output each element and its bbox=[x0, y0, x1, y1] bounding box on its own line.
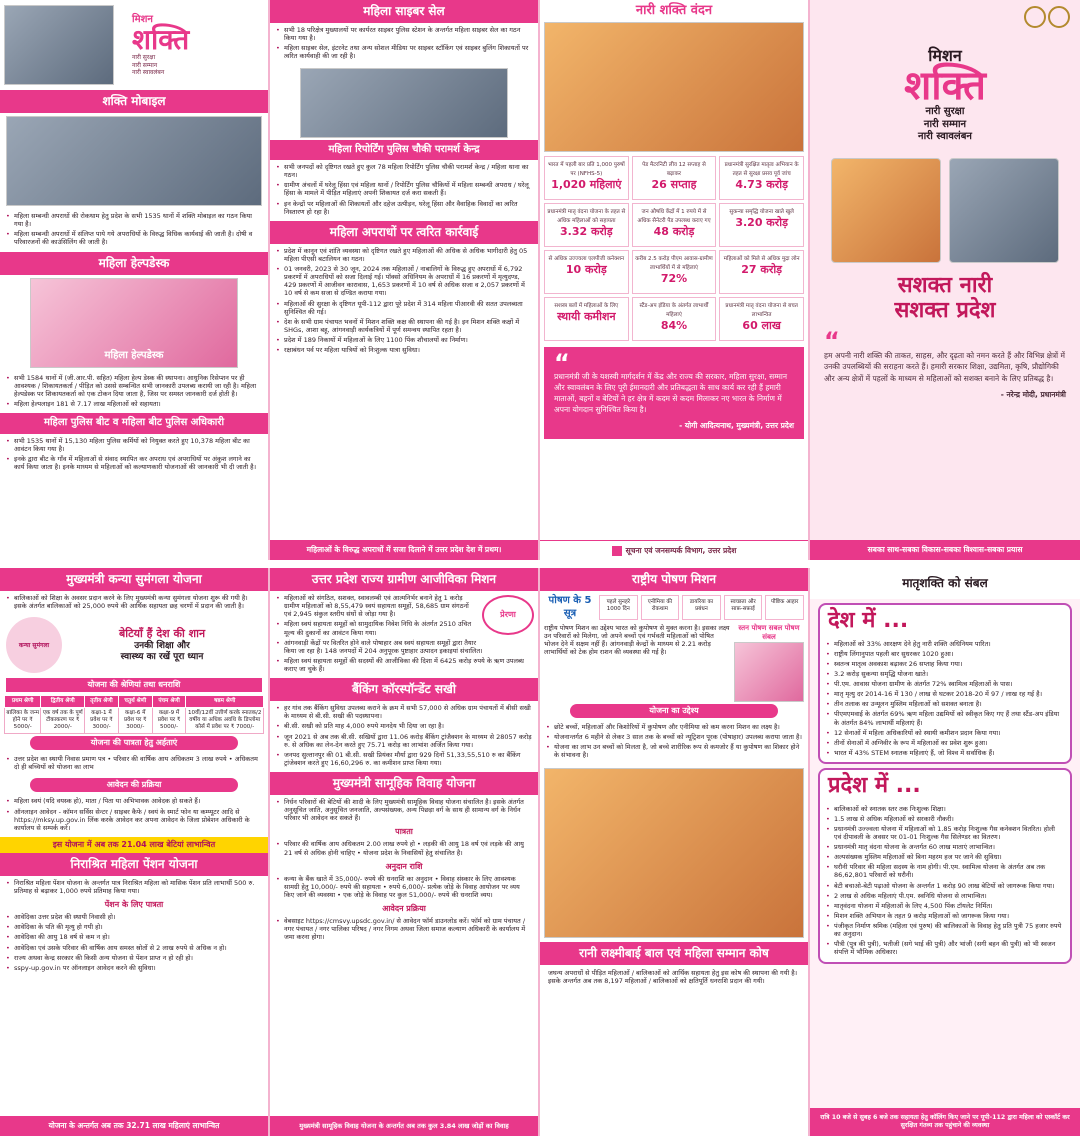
kanya-sumangala-badge: कन्या सुमंगला bbox=[6, 617, 62, 673]
list-item: • महिला स्वयं सहायता समूहों की सदस्यों की आजीविका की दिशा में 6425 करोड़ रुपये के ऋण उपलब्ध कराए जा चुके हैं। bbox=[276, 657, 532, 673]
poshan-item: स्वच्छता और साफ़-सफ़ाई bbox=[724, 595, 763, 620]
list-item: • 3.2 करोड़ सुकन्या समृद्धि योजना खाते। bbox=[826, 670, 1064, 678]
shakti-mobile-title: शक्ति मोबाइल bbox=[0, 90, 268, 113]
cyber-cell-photo bbox=[300, 68, 508, 138]
reporting-chowki-title: महिला रिपोर्टिंग पुलिस चौकी परामर्श केन्द्र bbox=[270, 140, 538, 161]
list-item: • पौत्री (पुत्र की पुत्री), भतीजी (सगे भाई की पुत्री) और भांजी (सगी बहन की पुत्री) को भी स्वजन संपत्ति में भौमिक अधिकार। bbox=[826, 940, 1064, 956]
list-item: • सभी 18 परिक्षेत्र मुख्यालयों पर कार्यरत साइबर पुलिस स्टेशन के अन्तर्गत महिला साइबर सेल का गठन किया गया है। bbox=[276, 26, 532, 42]
matrushakti-title: मातृशक्ति को संबल bbox=[810, 568, 1080, 599]
stat-tile: प्रधानमंत्री सुरक्षित मातृत्व अभियान के तहत से सुरक्षा प्रसव पूर्व जांच 4.73 करोड़ bbox=[719, 156, 804, 200]
pm-portrait bbox=[949, 158, 1059, 263]
apply-process-title: आवेदन की प्रक्रिया bbox=[30, 778, 238, 792]
slogan-line-2: उनकी शिक्षा और bbox=[134, 640, 190, 651]
list-item: • महिला सम्बन्धी अपराधों की रोकथाम हेतु प्रदेश के सभी 1535 थानों में शक्ति मोबाइल का गठन किया गया है। bbox=[6, 212, 262, 228]
samuhik-vivah-title: मुख्यमंत्री सामूहिक विवाह योजना bbox=[270, 772, 538, 795]
list-item: • हर गांव तक बैंकिंग सुविधा उपलब्ध कराने के क्रम में सभी 57,000 से अधिक ग्राम पंचायतों में बीसी सखी के माध्यम से बी.सी. सखी की पदस्थापना। bbox=[276, 704, 532, 720]
poshan-sutra-row bbox=[540, 591, 808, 624]
slogan-line-1: बेटियाँ हैं देश की शान bbox=[118, 627, 206, 641]
poshan-objective-title: योजना का उद्देश्य bbox=[570, 704, 778, 718]
top-col-1 bbox=[0, 0, 270, 560]
cm-with-girls-photo bbox=[544, 22, 804, 152]
list-item: • सभी 1584 थानों में (जी.आर.पी. सहित) महिला हेल्प डेस्क की स्थापना। आधुनिक रिसेप्शन पर ही आवश्यक / शिकायतकर्ता / पीड़ित को उससे सम्बन्धित सभी जानकारी उपलब्ध करायी जा रही है। महिला हेल्पडेस्क पर शिकायतकर्ता को एक टोकन दिया जाता है, जिस पर समस्त जानकारी दर्ज होती है। bbox=[6, 374, 262, 398]
list-item: • स्वतन्त्र मातृत्व अवकाश बढ़ाकर 26 सप्ताह किया गया। bbox=[826, 660, 1064, 668]
logo-mission: मिशन bbox=[132, 13, 153, 25]
reporting-chowki-list bbox=[270, 160, 538, 221]
samuhik-vivah-intro bbox=[270, 795, 538, 827]
beat-title: महिला पुलिस बीट व महिला बीट पुलिस अधिकारी bbox=[0, 413, 268, 434]
list-item: • योजनान्तर्गत 6 महीने से लेकर 3 साल तक के बच्चों को न्यूट्रिशन पूरक (पोषाहार) उपलब्ध कराया जाता है। bbox=[546, 733, 802, 741]
rani-laxmibai-kosh-title: रानी लक्ष्मीबाई बाल एवं महिला सम्मान कोष bbox=[540, 942, 808, 965]
list-item: • मातृवंदना योजना में महिलाओं के लिए 4,500 पिंक टॉयलेट निर्मित। bbox=[826, 902, 1064, 910]
ajeevika-mission-title: उत्तर प्रदेश राज्य ग्रामीण आजीविका मिशन bbox=[270, 568, 538, 591]
list-item: • महिला हेल्पलाइन 181 से 7.17 लाख महिलाओं को सहायता। bbox=[6, 400, 262, 408]
police-officers-photo bbox=[4, 5, 114, 85]
list-item: • पीएमएमवाई के अंतर्गत 69% ऋण महिला उद्यमियों को स्वीकृत किए गए हैं तथा स्टैंड-अप इंडिया के अंतर्गत 84% लाभार्थी महिलाएं हैं। bbox=[826, 710, 1064, 726]
rani-laxmibai-kosh-text: जघन्य अपराधों से पीड़ित महिलाओं / बालिकाओं को आर्थिक सहायता हेतु इस कोष की स्थापना की गयी है। इसके अन्तर्गत अब तक 8,197 महिलाओं / बालिकाओं को क्षतिपूर्ति धनराशि प्रदान की गयी। bbox=[548, 969, 798, 986]
poshan-intro: राष्ट्रीय पोषण मिशन का उद्देश्य भारत को कुपोषण से मुक्त करना है। इसका लक्ष्य उन परिवारों को मिलेगा, जो अपने बच्चों एवं गर्भवती महिलाओं को पोषित भोजन देने में सक्षम नहीं हैं। आंगनवाड़ी केन्द्रों के माध्यम से 2.21 करोड़ लाभार्थियों को टेक होम राशन की व्यवस्था की गई है। bbox=[544, 624, 730, 657]
stats-grid bbox=[540, 152, 808, 345]
poshan-logo: पोषण के 5 सूत्र bbox=[548, 595, 592, 619]
poshan-intro-block bbox=[540, 624, 808, 702]
table-header: पंचम श्रेणी bbox=[152, 696, 186, 708]
cm-quote-signature: - योगी आदित्यनाथ, मुख्यमंत्री, उत्तर प्रदेश bbox=[679, 420, 794, 430]
list-item: • मिशन शक्ति अभियान के तहत 9 करोड़ महिलाओं को जागरूक किया गया। bbox=[826, 912, 1064, 920]
cm-quote-text: प्रधानमंत्री जी के यशस्वी मार्गदर्शन में केंद्र और राज्य की सरकार, महिला सुरक्षा, सम्मान और स्वावलंबन के लिए पूरी ईमानदारी और प्रतिबद्धता के साथ कार्य कर रही हैं हमारी माताओं, बहनों व बेटियों ने हर क्षेत्र में कदम से कदम मिलाकर नए भारत के निर्माण में अपना योगदान सुनिश्चित किया है। bbox=[554, 372, 787, 414]
mission-shakti-mini-logo bbox=[132, 14, 189, 77]
tagline bbox=[810, 273, 1080, 324]
categories-table-wrap bbox=[0, 695, 268, 734]
pradesh-me-list bbox=[820, 802, 1070, 962]
list-item: • प्रदेश में 189 निकायों में महिलाओं के लिए 1100 पिंक शौचालयों का निर्माण। bbox=[276, 336, 532, 344]
list-item: • तीनों सेनाओं में अग्निवीर के रूप में महिलाओं का प्रवेश शुरू हुआ। bbox=[826, 739, 1064, 747]
helpdesk-banner: महिला हेल्पडेस्क bbox=[104, 350, 164, 361]
stat-tile: पेड मैटरनिटी लीव 12 सप्ताह से बढ़ाकर 26 सप्ताह bbox=[632, 156, 717, 200]
list-item: • निराश्रित महिला पेंशन योजना के अन्तर्गत पात्र निराश्रित महिला को मासिक पेंशन प्रति लाभार्थी 500 रु. प्रतिमाह से बढ़ाकर 1,000 रुपये प्रतिमाह किया गया। bbox=[6, 879, 262, 895]
vivah-apply-title: आवेदन प्रक्रिया bbox=[382, 904, 426, 913]
table-cell: कक्षा-9 में प्रवेश पर ₹ 5000/- bbox=[152, 708, 186, 734]
list-item: • महिलाओं को 33% आरक्षण देने हेतु नारी शक्ति अधिनियम पारित। bbox=[826, 640, 1064, 648]
stat-tile: से अधिक उज्ज्वला एलपीजी कनेक्शन 10 करोड़ bbox=[544, 250, 629, 294]
pm-quote bbox=[810, 323, 1080, 410]
tagline-line-2: सशक्त प्रदेश bbox=[894, 297, 996, 323]
shakti-mobile-list bbox=[0, 209, 268, 252]
national-emblem-icon bbox=[1048, 6, 1070, 28]
table-cell: बालिका के जन्म होने पर ₹ 5000/- bbox=[5, 708, 41, 734]
list-item: • sspy-up.gov.in पर ऑनलाइन आवेदन करने की सुविधा। bbox=[6, 964, 262, 972]
pradesh-me-box bbox=[818, 768, 1072, 964]
vivah-grant-title: अनुदान राशि bbox=[385, 861, 423, 871]
table-header: चतुर्थ श्रेणी bbox=[118, 696, 152, 708]
slogan-line-3: स्वास्थ्य का रखें पूरा ध्यान bbox=[120, 652, 204, 663]
bottom-col-1 bbox=[0, 568, 270, 1136]
table-header: तृतीय श्रेणी bbox=[85, 696, 119, 708]
list-item: • घरौनी परिवार की महिला सदस्य के नाम होगी। पी.एम. स्वामित्व योजना के अंतर्गत अब तक 86,62,801 परिवारों को घरौनी। bbox=[826, 863, 1064, 879]
list-item: • जून 2021 से अब तक बी.सी. सखियों द्वारा 11.06 करोड़ बैंकिंग ट्रांजैक्शन के माध्यम से 28057 करोड़ रु. से अधिक का लेन-देन करते हुए 75.71 करोड़ का लाभांश अर्जित किया गया। bbox=[276, 733, 532, 749]
list-item: • परिवार की वार्षिक आय अधिकतम 2.00 लाख रुपये हो • लड़की की आयु 18 वर्ष एवं लड़के की आयु 21 वर्ष से अधिक होनी चाहिए • योजना प्रदेश के निवासियों हेतु संचालित है। bbox=[276, 840, 532, 856]
mission-shakti-logo bbox=[810, 36, 1080, 144]
top-col-2-footer: महिलाओं के विरुद्ध अपराधों में सजा दिलाने में उत्तर प्रदेश देश में प्रथम। bbox=[270, 540, 538, 560]
top-col-2 bbox=[270, 0, 540, 560]
list-item: • सभी जनपदों को दृष्टिगत रखते हुए कुल 78 महिला रिपोर्टिंग पुलिस चौकी परामर्श केन्द्र / महिला थाना का गठन। bbox=[276, 163, 532, 179]
list-item: • पंजीकृत निर्माण श्रमिक (महिला एवं पुरुष) की बालिकाओं के विवाह हेतु प्रति पुत्री 75 हजार रुपये का अनुदान। bbox=[826, 922, 1064, 938]
bottom-panel bbox=[0, 568, 1080, 1136]
list-item: • महिला स्वयं सहायता समूहों को सामुदायिक निवेश निधि के अंतर्गत 2510 उचित मूल्य की दुकानों का आवंटन किया गया। bbox=[276, 620, 532, 636]
bottom-col-4 bbox=[810, 568, 1080, 1136]
tagline-line-1: सशक्त नारी bbox=[897, 272, 993, 298]
eligibility-list bbox=[0, 752, 268, 776]
eligibility-title: योजना की पात्रता हेतु अर्हताएं bbox=[30, 736, 238, 750]
list-item: • महिला सम्बन्धी अपराधों में संलिप्त पाये गये अपराधियों के विरुद्ध विधिक कार्यवाई की जाती है। दोषी व परिवारजनों की काउंसिलिंग की जाती है। bbox=[6, 230, 262, 246]
list-item: • 12 सेनाओं में महिला अधिकारियों को स्थायी कमीशन प्रदान किया गया। bbox=[826, 729, 1064, 737]
cm-with-child-photo bbox=[544, 768, 804, 938]
list-item: • बेटी बचाओ-बेटी पढ़ाओ योजना के अन्तर्गत 1 करोड़ 90 लाख बेटियों को जागरूक किया गया। bbox=[826, 882, 1064, 890]
stat-tile: भारत में पहली बार प्रति 1,000 पुरुषों पर (NFHS-5) 1,020 महिलाएं bbox=[544, 156, 629, 200]
poshan-item: डायरिया का प्रबंधन bbox=[682, 595, 721, 620]
vivah-eligibility-list bbox=[270, 837, 538, 861]
categories-table-title: योजना की श्रेणियां तथा धनराशि bbox=[6, 678, 262, 692]
list-item: • राष्ट्रीय लिंगानुपात पहली बार सुधरकर 1020 हुआ। bbox=[826, 650, 1064, 658]
up-govt-emblem-icon bbox=[1024, 6, 1046, 28]
list-item: • भारत में 43% STEM स्नातक महिलाएं हैं, जो विश्व में सर्वाधिक हैं। bbox=[826, 749, 1064, 757]
shakti-mobile-photo bbox=[6, 116, 262, 206]
table-cell: 10वीं/12वीं उत्तीर्ण करके स्नातक/2 वर्षीय या अधिक अवधि के डिप्लोमा कोर्स में प्रवेश पर ₹ 7000/- bbox=[186, 708, 264, 734]
kanya-slogan-block bbox=[0, 615, 268, 675]
table-header: प्रथम श्रेणी bbox=[5, 696, 41, 708]
slogan bbox=[62, 627, 262, 663]
list-item: • रक्षाबंधन पर्व पर महिला यात्रियों को निःशुल्क यात्रा सुविधा। bbox=[276, 346, 532, 354]
kanya-sumangala-intro bbox=[0, 591, 268, 615]
list-item: • कन्या के बैंक खाते में 35,000/- रुपये की धनराशि का अनुदान • विवाह संस्कार के लिए आवश्यक सामग्री हेतु 10,000/- रुपये की सहायता • रुपये 6,000/- प्रत्येक जोड़े के विवाह आयोजन पर व्यय किए जाने की व्यवस्था • एक जोड़े के विवाह पर कुल 51,000/- रुपये की धनराशि व्यय। bbox=[276, 875, 532, 899]
poshan-item: एनीमिया की रोकथाम bbox=[641, 595, 680, 620]
logo-line-1: नारी सुरक्षा bbox=[925, 106, 965, 118]
pension-eligibility-list bbox=[0, 910, 268, 977]
cyber-cell-title: महिला साइबर सेल bbox=[270, 0, 538, 23]
list-item: • प्रधानमंत्री मातृ वंदना योजना के अन्तर्गत 60 लाख माताएं लाभान्वित। bbox=[826, 843, 1064, 851]
ajeevika-list bbox=[270, 591, 538, 678]
crime-action-list bbox=[270, 244, 538, 360]
beneficiaries-banner: इस योजना में अब तक 21.04 लाख बेटियां लाभान्वित bbox=[0, 837, 268, 853]
list-item: • बालिकाओं को स्नातक स्तर तक निःशुल्क शिक्षा। bbox=[826, 805, 1064, 813]
poshan-mission-title: राष्ट्रीय पोषण मिशन bbox=[540, 568, 808, 591]
kanya-sumangala-title: मुख्यमंत्री कन्या सुमंगला योजना bbox=[0, 568, 268, 591]
list-item: • उत्तर प्रदेश का स्थायी निवास प्रमाण पत्र • परिवार की वार्षिक आय अधिकतम 3 लाख रुपये • अधिकतम दो ही बच्चियों को योजना का लाभ bbox=[6, 755, 262, 771]
list-item: • तीन तलाक का उन्मूलन मुस्लिम महिलाओं को सशक्त बनाता है। bbox=[826, 700, 1064, 708]
list-item: • आवेदिका की आयु 18 वर्ष से कम न हो। bbox=[6, 933, 262, 941]
logo-line-2: नारी सम्मान bbox=[923, 118, 967, 130]
crime-action-title: महिला अपराधों पर त्वरित कार्रवाई bbox=[270, 221, 538, 244]
table-cell: कक्षा-1 में प्रवेश पर ₹ 3000/- bbox=[85, 708, 119, 734]
leaders-photos bbox=[810, 158, 1080, 263]
list-item: • महिला स्वयं (यदि वयस्क हो), माता / पिता या अभिभावक आवेदक हो सकते हैं। bbox=[6, 797, 262, 805]
top-panel bbox=[0, 0, 1080, 560]
list-item: • इन केन्द्रों पर महिलाओं की शिकायतों और दहेज उत्पीड़न, घरेलू हिंसा और वैवाहिक विवादों का त्वरित निस्तारण हो रहा है। bbox=[276, 200, 532, 216]
bottom-col-1-footer: योजना के अन्तर्गत अब तक 32.71 लाख महिलाएं लाभान्वित bbox=[0, 1116, 268, 1136]
pradesh-me-title: प्रदेश में ... bbox=[828, 773, 921, 798]
top-col-4-footer: सबका साथ-सबका विकास-सबका विश्वास-सबका प्रयास bbox=[810, 540, 1080, 560]
top-col-4 bbox=[810, 0, 1080, 560]
list-item: • आंगनवाड़ी केंद्रों पर वितरित होने वाले पोषाहार अब स्वयं सहायता समूहों द्वारा तैयार किया जा रहा है। 148 जनपदों में 204 अनुपूरक पुष्टाहार उत्पादन इकाइयां संचालित। bbox=[276, 639, 532, 655]
desh-me-box bbox=[818, 603, 1072, 764]
helpdesk-list bbox=[0, 371, 268, 414]
bottom-col-2-footer: मुख्यमंत्री सामूहिक विवाह योजना के अन्तर्गत अब तक कुल 3.84 लाख जोड़ों का विवाह bbox=[270, 1116, 538, 1136]
list-item: • जनपद सुल्तानपुर की 01 बी.सी. सखी प्रियंका मौर्या द्वारा 929 दिनों 51,33,55,510 रु का बैंकिंग ट्रांजेक्शन करते हुए 16,60,296 रु. का कमीशन प्राप्त किया गया। bbox=[276, 751, 532, 767]
top-col-3 bbox=[540, 0, 810, 560]
pm-quote-text: हम अपनी नारी शक्ति की ताकत, साहस, और दृढ़ता को नमन करते हैं और विभिन्न क्षेत्रों में उनकी उपलब्धियों की सराहना करते हैं। हमारी सरकार शिक्षा, उद्यमिता, कृषि, प्रौद्योगिकी और अन्य क्षेत्रों में पहलों के माध्यम से महिलाओं को सशक्त बनाने के लिए प्रतिबद्ध है। bbox=[824, 351, 1065, 383]
bottom-col-4-footer: रात्रि 10 बजे से सुबह 6 बजे तक सहायता हेतु कॉलिंग किए जाने पर यूपी-112 द्वारा महिला को एस्कॉर्ट कर सुरक्षित गंतव्य तक पहुंचाने की व्यवस्था bbox=[810, 1108, 1080, 1136]
stat-tile: स्टैंड-अप इंडिया के अंतर्गत लाभार्थी महिलाएं 84% bbox=[632, 297, 717, 341]
list-item: • अल्पसंख्यक मुस्लिम महिलाओं को बिना महरम हज पर जाने की सुविधा। bbox=[826, 853, 1064, 861]
list-item: • महिला साइबर सेल, इंटरनेट तथा अन्य सोशल मीडिया पर साइबर स्टॉकिंग एवं साइबर बुलिंग शिकायतों पर त्वरित कार्यवाही की जा रही है। bbox=[276, 44, 532, 60]
list-item: • 2 लाख से अधिक महिलाएं पी.एम. स्वनिधि योजना से लाभान्वित। bbox=[826, 892, 1064, 900]
helpdesk-photo bbox=[30, 278, 238, 368]
list-item: • महिलाओं की सुरक्षा के दृष्टिगत यूपी-112 द्वारा पूरे प्रदेश में 314 महिला पीआरवी की सतत उपलब्धता सुनिश्चित की गई। bbox=[276, 300, 532, 316]
helpdesk-title: महिला हेल्पडेस्क bbox=[0, 252, 268, 275]
pension-intro bbox=[0, 876, 268, 900]
quote-mark-icon: “ bbox=[824, 327, 840, 356]
cm-quote-box bbox=[544, 347, 804, 439]
list-item: • महिलाओं को संगठित, सशक्त, स्वावलम्बी एवं आत्मनिर्भर बनाने हेतु 1 करोड़ ग्रामीण महिलाओं को 8,55,479 स्वयं सहायता समूहों, 58,685 ग्राम संगठनों एवं 2,945 संकुल स्तरीय संघों से जोड़ा गया है। bbox=[276, 594, 532, 618]
list-item: • 01 जनवरी, 2023 से 30 जून, 2024 तक महिलाओं / नाबालिगों के विरुद्ध हुए अपराधों में 6,792 प्रकरणों में अपराधियों को सजा दिलाई गई। पॉक्सो अधिनियम के अपराधों में 16 प्रकरणों में मृत्युदण्ड, 429 प्रकरणों में आजीवन कारावास, 1,653 प्रकरणों में 10 वर्ष से अधिक सजा व 2,057 प्रकरणों में 10 वर्ष से कम सजा से दण्डित कराया गया। bbox=[276, 265, 532, 298]
stat-tile: प्रधानमंत्री मातृ वंदना योजना से बचत लाभान्वित 60 लाख bbox=[719, 297, 804, 341]
emblems bbox=[810, 0, 1080, 36]
quote-mark-icon: “ bbox=[554, 349, 570, 378]
list-item: • छोटे बच्चों, महिलाओं और किशोरियों में कुपोषण और एनीमिया को कम करना मिशन का लक्ष्य है। bbox=[546, 723, 802, 731]
list-item: • निर्धन परिवारों की बेटियों की शादी के लिए मुख्यमंत्री सामूहिक विवाह योजना संचालित है। इसके अंतर्गत अनुसूचित जाति, अनुसूचित जनजाति, अल्पसंख्यक, अन्य पिछड़ा वर्ग के साथ ही सामान्य वर्ग के निर्धन परिवार भी आवेदन कर सकते हैं। bbox=[276, 798, 532, 822]
list-item: • प्रधानमंत्री उज्ज्वला योजना में महिलाओं को 1.85 करोड़ निःशुल्क गैस कनेक्शन वितरित। होली एवं दीपावली के अवसर पर 01-01 निःशुल्क गैस सिलेण्डर का वितरण। bbox=[826, 825, 1064, 841]
logo-line-3: नारी स्वावलंबन bbox=[918, 131, 972, 143]
list-item: • योजना का लाभ उन बच्चों को मिलता है, जो बच्चे शारीरिक रूप से कमजोर हैं या कुपोषण का शिकार होने के संभावना है। bbox=[546, 743, 802, 759]
list-item: • बी.सी. सखी को प्रति माह 4,000 रुपये मानदेय भी दिया जा रहा है। bbox=[276, 722, 532, 730]
logo-line-1: नारी सुरक्षा bbox=[132, 54, 156, 61]
list-item: • बालिकाओं को शिक्षा के अवसर प्रदान करने के लिए मुख्यमंत्री कन्या सुमंगला योजना शुरू की गयी है। इसके अंतर्गत बालिकाओं को 25,000 रुपये की आर्थिक सहायता छह चरणों में प्रदान की जाती है। bbox=[6, 594, 262, 610]
table-cell: एक वर्ष तक के पूर्ण टीकाकरण पर ₹ 2000/- bbox=[41, 708, 85, 734]
table-header: द्वितीय श्रेणी bbox=[41, 696, 85, 708]
pension-title: निराश्रित महिला पेंशन योजना bbox=[0, 853, 268, 876]
cm-portrait bbox=[831, 158, 941, 263]
desh-me-list bbox=[820, 637, 1070, 763]
apply-process-list bbox=[0, 794, 268, 837]
bottom-col-2 bbox=[270, 568, 540, 1136]
list-item: • ग्रामीण अंचलों में घरेलू हिंसा एवं महिला थानों / रिपोर्टिंग पुलिस चौकियों में महिला सम्बन्धी अपराध / घरेलू हिंसा के मामले में पीड़ित महिलाएं अपनी शिकायत दर्ज करा सकती हैं। bbox=[276, 181, 532, 197]
list-item: • आवेदिका के पति की मृत्यु हो गयी हो। bbox=[6, 923, 262, 931]
pension-eligibility-title: पेंशन के लिए पात्रता bbox=[104, 900, 164, 910]
poshan-item: पौष्टिक आहार bbox=[765, 595, 804, 620]
stat-tile: करीब 2.5 करोड़ पीएम आवास-ग्रामीण लाभार्थियों में से महिलाएं 72% bbox=[632, 250, 717, 294]
list-item: • ऑनलाइन आवेदन - कॉमन सर्विस सेन्टर / साइबर कैफे / स्वयं के स्मार्ट फोन या कम्प्यूटर आदि से https://mksy.up.gov.in लिंक करके आवेदन कर अपना आवेदन के जिला प्रोबेशन अधिकारी के कार्यालय से सम्पर्क करें। bbox=[6, 808, 262, 832]
shakti-label: शक्ति bbox=[904, 63, 986, 110]
prerna-logo: प्रेरणा bbox=[482, 595, 534, 635]
list-item: • 1.5 लाख से अधिक महिलाओं को सरकारी नौकरी। bbox=[826, 815, 1064, 823]
table-header: षष्ठम श्रेणी bbox=[186, 696, 264, 708]
list-item: • सभी 1535 थानों में 15,130 महिला पुलिस कर्मियों को नियुक्त करते हुए 10,378 महिला बीट का आवंटन किया गया है। bbox=[6, 437, 262, 453]
bottom-col-3 bbox=[540, 568, 810, 1136]
list-item: • आवेदिका उत्तर प्रदेश की स्थायी निवासी हो। bbox=[6, 913, 262, 921]
list-item: • मातृ मृत्यु दर 2014-16 में 130 / लाख से घटकर 2018-20 में 97 / लाख रह गई है। bbox=[826, 690, 1064, 698]
vivah-apply-list bbox=[270, 914, 538, 946]
stanpan-block bbox=[734, 624, 804, 702]
logo-line-3: नारी स्वावलंबन bbox=[132, 69, 165, 76]
mission-shakti-mini-header bbox=[0, 0, 268, 90]
pm-quote-signature: - नरेन्द्र मोदी, प्रधानमंत्री bbox=[1000, 389, 1066, 399]
logo-shakti: शक्ति bbox=[132, 23, 190, 56]
cyber-cell-list bbox=[270, 23, 538, 66]
categories-table bbox=[4, 695, 264, 734]
stat-tile: सुकन्या समृद्धि योजना खाते खुले 3.20 करोड़ bbox=[719, 203, 804, 247]
stat-tile: जन औषधि केंद्रों में 1 रुपये में से अधिक सैनेटरी पैड उपलब्ध कराए गए 48 करोड़ bbox=[632, 203, 717, 247]
list-item: • देश के सभी ग्राम पंचायत भवनों में मिशन शक्ति कक्ष की स्थापना की गई है। इन मिशन शक्ति कक्षों में SHGs, आशा बहू, आंगनवाड़ी कार्यकत्रियों में पूर्ण समन्वय स्थापित रहता है। bbox=[276, 318, 532, 334]
dipr-text: सूचना एवं जनसम्पर्क विभाग, उत्तर प्रदेश bbox=[625, 545, 737, 555]
list-item: • पी.एम. आवास योजना ग्रामीण के अंतर्गत 72% स्वामित्व महिलाओं के पास। bbox=[826, 680, 1064, 688]
stat-tile: प्रधानमंत्री मातृ वंदना योजना के तहत से अधिक महिलाओं को सहायता 3.32 करोड़ bbox=[544, 203, 629, 247]
list-item: • इनके द्वारा बीट के गाँव में महिलाओं से संवाद स्थापित कर अपराध एवं अपराधियों पर अंकुश लगाने का कार्य किया जाता है। इनके माध्यम से महिलाओं को कल्याणकारी योजनाओं की जानकारी भी दी जाती है। bbox=[6, 455, 262, 471]
vivah-grant-list bbox=[270, 872, 538, 904]
vivah-eligibility-title: पात्रता bbox=[395, 827, 413, 837]
dipr-logo-icon bbox=[612, 546, 622, 556]
logo-line-2: नारी सम्मान bbox=[132, 61, 158, 69]
mother-child-photo bbox=[734, 642, 804, 702]
desh-me-title: देश में ... bbox=[828, 608, 909, 633]
list-item: • आवेदिका एवं उसके परिवार की वार्षिक आय समस्त स्रोतों से 2 लाख रुपये से अधिक न हो। bbox=[6, 944, 262, 952]
poshan-item: पहले सुनहरे 1000 दिन bbox=[599, 595, 638, 620]
bc-sakhi-list bbox=[270, 701, 538, 772]
table-cell: कक्षा-6 में प्रवेश पर ₹ 3000/- bbox=[118, 708, 152, 734]
stat-tile: महिलाओं को मिले से अधिक मुद्रा लोन 27 करोड़ bbox=[719, 250, 804, 294]
top-col-3-footer bbox=[540, 540, 808, 560]
list-item: • प्रदेश में कानून एवं शांति व्यवस्था को दृष्टिगत रखते हुए महिलाओं की अधिक से अधिक भागीदारी हेतु 05 महिला पीएसी बटालियन का गठन। bbox=[276, 247, 532, 263]
list-item: • राज्य अथवा केन्द्र सरकार की किसी अन्य योजना से पेंशन प्राप्त न हो रही हो। bbox=[6, 954, 262, 962]
poshan-objective-list bbox=[540, 720, 808, 765]
bc-sakhi-title: बैंकिंग कॉरस्पॉन्डेंट सखी bbox=[270, 678, 538, 701]
stanpan-text: स्तन पोषण सबल पोषण संबल bbox=[738, 624, 800, 641]
mission-label: मिशन bbox=[928, 46, 962, 66]
nari-shakti-vandan-title: नारी शक्ति वंदन bbox=[540, 0, 808, 22]
beat-list bbox=[0, 434, 268, 477]
stat-tile: सशस्त्र बलों में महिलाओं के लिए स्थायी कमीशन bbox=[544, 297, 629, 341]
list-item: • वेबसाइट https://cmsvy.upsdc.gov.in/ से आवेदन फॉर्म डाउनलोड करें। फॉर्म को ग्राम पंचायत / नगर पंचायत / नगर पालिका परिषद / नगर निगम अथवा जिला समाज कल्याण अधिकारी के कार्यालय में जमा करना होगा। bbox=[276, 917, 532, 941]
